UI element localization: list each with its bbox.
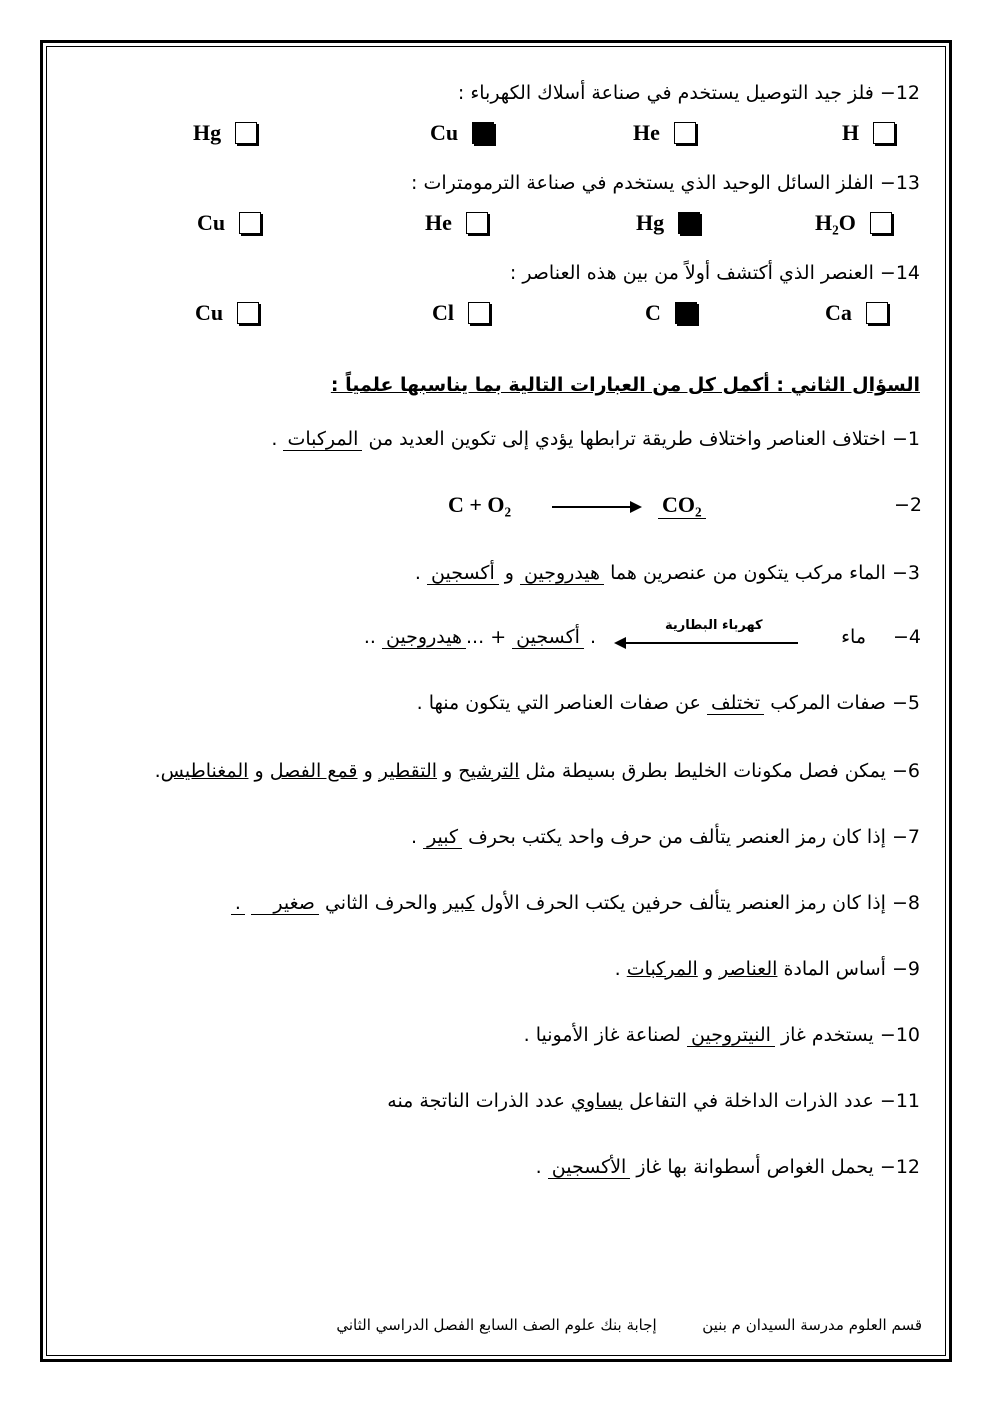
option-label: Hg	[193, 120, 222, 145]
connector: و	[504, 562, 514, 584]
question-end: .	[410, 826, 418, 848]
question-end: .	[271, 428, 278, 450]
mcq-12-option-1[interactable]	[842, 120, 895, 146]
answer-3: قمع الفصل	[269, 760, 358, 782]
mcq-14-option-1[interactable]	[825, 300, 888, 326]
question-end: .	[589, 626, 596, 648]
question-text: 12− يحمل الغواص أسطوانة بها غاز	[636, 1156, 920, 1178]
option-label: H₂O	[815, 210, 856, 235]
question-text: 7− إذا كان رمز العنصر يتألف من حرف واحد يكتب بحرف	[468, 826, 920, 848]
question-text: 11− عدد الذرات الداخلة في التفاعل	[629, 1090, 920, 1112]
mcq-12-option-3[interactable]	[430, 120, 494, 146]
question-text: 10− يستخدم غاز	[780, 1024, 920, 1046]
checkbox-icon[interactable]	[239, 212, 261, 234]
fill-question-6	[155, 760, 920, 782]
connector: والحرف الثاني	[324, 892, 438, 914]
fill-question-8	[231, 892, 920, 915]
question-end: .	[414, 562, 421, 584]
mcq-14-option-3[interactable]	[432, 300, 490, 326]
fill-question-4-products	[364, 626, 596, 649]
reaction-arrow	[552, 506, 632, 508]
question-text: 8− إذا كان رمز العنصر يتألف حرفين يكتب الحرف الأول	[480, 892, 920, 914]
answer-blank-1: هيدروجين	[520, 562, 604, 585]
connector: و	[443, 760, 453, 782]
question-end: .	[231, 892, 245, 915]
mcq-13-option-2[interactable]	[636, 210, 700, 236]
checkbox-icon[interactable]	[237, 302, 259, 324]
checked-box-icon[interactable]	[678, 212, 700, 234]
fill-question-11	[387, 1090, 920, 1112]
answer-1: العناصر	[719, 958, 778, 980]
connector: و	[703, 958, 713, 980]
answer-blank-2: أكسجين	[512, 626, 584, 649]
question-end: .	[614, 958, 621, 980]
page-footer	[336, 1316, 922, 1334]
option-label: Cu	[430, 120, 459, 145]
answer: يساوي	[571, 1090, 624, 1112]
question-end: .	[154, 760, 161, 782]
answer-blank: كبير	[423, 826, 462, 849]
option-label: He	[633, 120, 660, 145]
connector: و	[254, 760, 264, 782]
question-end: .	[535, 1156, 542, 1178]
question-end: عن صفات العناصر التي يتكون منها .	[416, 692, 701, 714]
question-number: −4	[893, 626, 922, 648]
question-text: 3− الماء مركب يتكون من عنصرين هما	[610, 562, 920, 584]
answer-blank: المركبات	[283, 428, 362, 451]
connector: و	[363, 760, 373, 782]
mcq-14-option-2[interactable]	[645, 300, 697, 326]
fill-question-10	[524, 1024, 920, 1047]
fill-question-7	[411, 826, 920, 849]
checked-box-icon[interactable]	[675, 302, 697, 324]
answer-blank: النيتروجين	[687, 1024, 775, 1047]
section-heading: السؤال الثاني : أكمل كل من العبارات التالية بما يناسبها علمياً :	[330, 374, 920, 396]
mcq-question-13: 13− الفلز السائل الوحيد الذي يستخدم في صناعة الترمومترات :	[411, 172, 920, 194]
mcq-13-option-4[interactable]	[197, 210, 261, 236]
answer-2: التقطير	[378, 760, 438, 782]
answer-blank-2: أكسجين	[427, 562, 499, 585]
mcq-14-option-4[interactable]	[195, 300, 259, 326]
answer-blank-1: هيدروجين	[382, 626, 466, 649]
plus-sign: +	[490, 626, 507, 648]
answer-blank: تختلف	[707, 692, 764, 715]
footer-school: قسم العلوم مدرسة السيدان م بنين	[702, 1316, 922, 1334]
option-label: C	[645, 300, 661, 325]
mcq-12-option-2[interactable]	[633, 120, 696, 146]
question-text: 6− يمكن فصل مكونات الخليط بطرق بسيطة مثل	[525, 760, 920, 782]
checkbox-icon[interactable]	[870, 212, 892, 234]
dots: ..	[363, 626, 376, 648]
question-text: 5− صفات المركب	[770, 692, 920, 714]
equation-reactants: C + O₂	[448, 492, 512, 517]
checkbox-icon[interactable]	[674, 122, 696, 144]
water-label: ماء	[841, 626, 866, 648]
question-end: عدد الذرات الناتجة منه	[387, 1090, 565, 1112]
answer-1: كبير	[443, 892, 475, 914]
arrow-head-icon	[630, 501, 642, 513]
dots: ...	[466, 626, 485, 648]
answer-1: الترشيح	[458, 760, 520, 782]
mcq-13-option-3[interactable]	[425, 210, 488, 236]
answer-4: المغناطيس	[160, 760, 249, 782]
option-label: He	[425, 210, 452, 235]
question-end: لصناعة غاز الأمونيا .	[523, 1024, 681, 1046]
question-text: 9− أساس المادة	[783, 958, 920, 980]
option-label: Cu	[197, 210, 226, 235]
arrow-head-icon	[614, 637, 626, 649]
footer-title: إجابة بنك علوم الصف السابع الفصل الدراسي الثاني	[336, 1316, 657, 1334]
mcq-question-14: 14− العنصر الذي أكتشف أولاً من بين هذه العناصر :	[509, 262, 920, 284]
reaction-arrow	[626, 642, 798, 644]
fill-question-9	[615, 958, 920, 980]
option-label: Hg	[636, 210, 665, 235]
option-label: H	[842, 120, 860, 145]
fill-question-1	[271, 428, 920, 451]
arrow-label: كهرباء البطارية	[665, 618, 763, 633]
checkbox-icon[interactable]	[866, 302, 888, 324]
checkbox-icon[interactable]	[873, 122, 895, 144]
answer-blank: الأكسجين	[548, 1156, 631, 1179]
question-number: −2	[894, 494, 923, 516]
mcq-13-option-1[interactable]	[815, 210, 892, 236]
checked-box-icon[interactable]	[472, 122, 494, 144]
option-label: Cu	[195, 300, 224, 325]
checkbox-icon[interactable]	[468, 302, 490, 324]
fill-question-3	[415, 562, 920, 585]
fill-question-12	[536, 1156, 920, 1179]
checkbox-icon[interactable]	[235, 122, 257, 144]
mcq-12-option-4[interactable]	[193, 120, 257, 146]
product-wrap	[658, 492, 706, 519]
option-label: Ca	[825, 300, 852, 325]
mcq-question-12: 12− فلز جيد التوصيل يستخدم في صناعة أسلاك الكهرباء :	[457, 82, 920, 104]
fill-question-5	[417, 692, 920, 715]
option-label: Cl	[432, 300, 454, 325]
answer-2: المركبات	[626, 958, 698, 980]
answer-blank-2: صغير	[251, 892, 319, 915]
equation-product: CO₂	[658, 492, 706, 519]
checkbox-icon[interactable]	[466, 212, 488, 234]
question-text: 1− اختلاف العناصر واختلاف طريقة ترابطها يؤدي إلى تكوين العديد من	[368, 428, 920, 450]
